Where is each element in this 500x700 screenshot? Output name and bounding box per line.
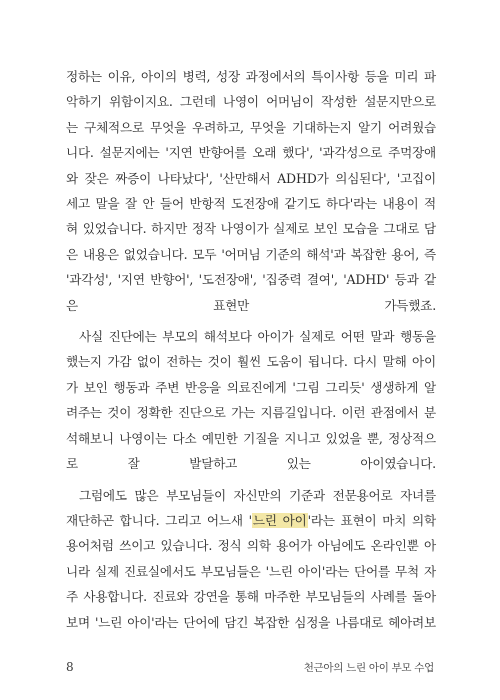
paragraph [66,324,436,476]
body-text [66,64,436,635]
text-line: 정하는 이유, 아이의 병력, 성장 과정에서의 특이사항 등을 미리 파 [66,69,436,84]
text-line: 려주는 것이 정확한 진단으로 가는 지름길입니다. 이런 관점에서 분 [66,405,436,421]
text-line: 세고 말을 잘 안 들어 반항적 도전장애 같기도 하다'라는 내용이 적 [66,196,436,212]
text-line: 재단하곤 합니다. 그리고 어느새 '느린 아이'라는 표현이 마치 의학 [66,512,436,528]
text-line: 가 보인 행동과 주변 반응을 의료진에게 '그림 그리듯' 생생하게 알 [66,379,436,395]
text-line: 은 표현만 가득했죠. [66,297,436,313]
text-line: 주 사용합니다. 진료와 강연을 통해 마주한 부모님들의 사례를 돌아 [66,589,436,605]
text-line: 와 잦은 짜증이 나타났다', '산만해서 ADHD가 의심된다', '고집이 [66,170,436,186]
text-line: 로 잘 발달하고 있는 아이였습니다. [66,456,436,472]
text-line: 용어처럼 쓰이고 있습니다. 정식 의학 용어가 아님에도 온라인뿐 아 [66,538,436,554]
text-line: '과각성', '지연 반향어', '도전장애', '집중력 결여', 'ADHD' 등과 같 [66,272,436,288]
running-title: 천근아의 느린 아이 부모 수업 [303,662,434,674]
highlighted-term: 느린 아이 [252,512,307,528]
text-line: 악하기 위함이지요. 그런데 나영이 어머님이 작성한 설문지만으로 [66,94,436,110]
text-line: 는 구체적으로 무엇을 우려하고, 무엇을 기대하는지 알기 어려웠습 [66,119,436,135]
text-line: 사실 진단에는 부모의 해석보다 아이가 실제로 어떤 말과 행동을 [79,329,436,345]
text-line: 니다. 설문지에는 '지연 반향어를 오래 했다', '과각성으로 주먹장애 [66,145,436,161]
text-line: 했는지 가감 없이 전하는 것이 훨씬 도움이 됩니다. 다시 말해 아이 [66,354,436,370]
text-line: 보며 '느린 아이'라는 단어에 담긴 복잡한 심정을 나름대로 헤아려보 [66,614,436,630]
paragraph [66,483,436,635]
text-line: 은 내용은 없었습니다. 모두 '어머님 기준의 해석'과 복잡한 용어, 즉 [66,246,436,262]
text-line: 그럼에도 많은 부모님들이 자신만의 기준과 전문용어로 자녀를 [79,487,436,503]
paragraph [66,64,436,318]
text-line: 니라 실제 진료실에서도 부모님들은 '느린 아이'라는 단어를 무척 자 [66,563,436,579]
page-number: 8 [66,660,74,674]
text-line: 석해보니 나영이는 다소 예민한 기질을 지니고 있었을 뿐, 정상적으 [66,430,436,446]
text-line: 혀 있었습니다. 하지만 정작 나영이가 실제로 보인 모습을 그대로 담 [66,221,436,237]
